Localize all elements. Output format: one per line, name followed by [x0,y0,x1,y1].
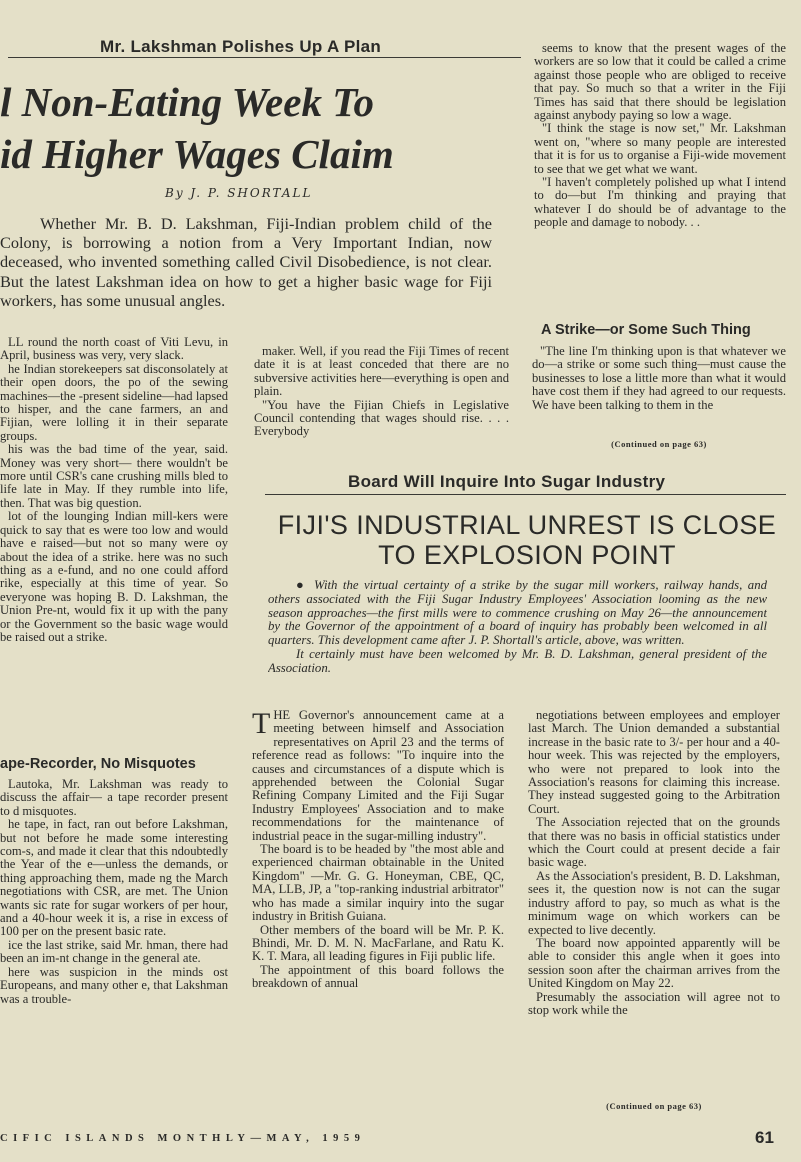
page-number: 61 [755,1128,774,1147]
paragraph [252,709,504,843]
article2-headline-line-1: FIJI'S INDUSTRIAL UNREST IS CLOSE [277,510,777,540]
paragraph: Other members of the board will be Mr. P. K. Bhindi, Mr. D. M. N. MacFarlane, and Ratu K. K. T. Mara, all leading figures in Fiji public life. [252,922,504,964]
summary-text: With the virtual certainty of a strike by the sugar mill workers, railway hands, and others associated with the Fiji Sugar Industry Employees' Association looming as the new season approaches—the first mills were to commence crushing on May 26—the announcement by the Governor of the appointment of a board of inquiry has probably been welcomed in all quarters. This development came after J. P. Shortall's article, above, was written. [268,579,767,648]
paragraph: The board now appointed apparently will be able to consider this angle when it goes into session soon after the chairman arrives from the United Kingdom on May 22. [528,935,780,991]
paragraph: here was suspicion in the minds ost Europeans, and many other e, that Lakshman was a trouble- [0,964,228,1006]
paragraph: he tape, in fact, ran out before Lakshman, but not before he made some interesting com-s, and made it clear that this ndoubtedly the Year of the e—unless the demands, or thing approaching them, made ng the March negotiations with CSR, are met. The Union wants sic rate for sugar workers of per hour, and a 40-hour week it is, a rise in excess of 100 per on the present basic rate. [0,817,228,939]
paragraph: As the Association's president, B. D. Lakshman, sees it, the question now is not can the sugar industry afford to pay, so much as what is the minimum wage on which workers can be expected to live decently. [528,868,780,937]
paragraph: The board is to be headed by "the most able and experienced chairman obtainable in the United Kingdom" —Mr. G. G. Honeyman, CBE, QC, MA, LLB, JP, a "top-ranking industrial arbitrator" who has made a similar inquiry into the sugar industry in British Guiana. [252,842,504,924]
paragraph: lot of the lounging Indian mill-kers were quick to say that es were too low and would have e raised—but not so many were oy about the idea of a strike. here was no such thing as a e-fund, and no one could afford rike, especially at this time of year. So everyone was hoping B. D. Lakshman, the Union Pre-nt, would fix it up with the pany or the Government so the basic wage would be raised out a strike. [0,509,228,644]
article1-column-1b [0,778,228,1124]
paragraph: The Association rejected that on the grounds that there was no basis in official statistics under which the Court could at present decide a fair basic wage. [528,815,780,870]
paragraph: "I haven't completely polished up what I intend to do—but I'm thinking and praying that whatever I do should be of advantage to the people and damage to nobody. . . [534,175,786,230]
drop-cap: T [252,709,271,740]
summary-paragraph-2: It certainly must have been welcomed by Mr. B. D. Lakshman, general president of the Association. [268,646,767,675]
paragraph: "I think the stage is now set," Mr. Lakshman went on, "where so many people are interested that it is for us to organise a Fiji-wide movement to see that we get what we want. [534,121,786,176]
paragraph: negotiations between employees and employer last March. The Union demanded a substantial increase in the basic rate to 3/- per hour and a 40-hour week. This was rejected by the employers, who were not prepared to look into the Association's reasons for claiming this increase. They instead suggested going to the Arbitration Court. [528,709,780,816]
bullet-icon: ● [296,579,306,592]
paragraph: ice the last strike, said Mr. hman, there had been an im-nt change in the general ate. [0,937,228,966]
kicker-rule [8,57,521,58]
article2-column-1 [252,709,504,1119]
intro-paragraph: Whether Mr. B. D. Lakshman, Fiji-Indian problem child of the Colony, is borrowing a notion from a Very Important Indian, now deceased, who invented something called Civil Disobedience, is not clear. But the latest Lakshman idea on how to get a higher basic wage for Fiji workers, has some unusual angles. [0,214,492,310]
paragraph: Lautoka, Mr. Lakshman was ready to discuss the affair— a tape recorder present to d misquotes. [0,778,228,818]
article-intro [0,214,492,326]
subhead-tape-recorder: ape-Recorder, No Misquotes [0,756,196,772]
subhead-strike: A Strike—or Some Such Thing [541,322,751,338]
article2-kicker-rule [265,494,786,495]
continued-note-2: (Continued on page 63) [606,1101,702,1111]
article1-column-3 [534,42,786,312]
first-paragraph-text: HE Governor's announcement came at a meeting between himself and Association representatives on April 23 and the terms of reference read as follows: "To inquire into the causes and circumstances of a dispute which is apprehended between the Colonial Sugar Refining Company Limited and the Fiji Sugar Industry Employees' Association and to make recommendations for the maintenance of industrial peace in the sugar-milling industry". [252,709,504,843]
paragraph: seems to know that the present wages of the workers are so low that it could be called a crime against those people who are obliged to receive that pay. So much so that a writer in the Fiji Times has said that there should be legislation against anybody paying so low a wage. [534,42,786,123]
paragraph: he Indian storekeepers sat disconsolately at their open doors, the po of the sewing machines—the -present sideline—had lapsed to hisper, and the cane farmers, an and Fijian, were lolling it in their separate groups. [0,361,228,443]
article2-headline-line-2: TO EXPLOSION POINT [378,540,676,570]
article2-summary [268,579,767,695]
paragraph: maker. Well, if you read the Fiji Times of recent date it is at least conceded that there are no subversive activities here—everything is open and plain. [254,345,509,399]
article1-column-2 [254,345,509,453]
article-kicker: Mr. Lakshman Polishes Up A Plan [100,37,382,56]
article1-column-3b [532,345,786,435]
article2-column-2 [528,709,780,1099]
summary-paragraph [268,579,767,648]
continued-note-1: (Continued on page 63) [611,439,707,449]
paragraph: "The line I'm thinking upon is that whatever we do—a strike or some such thing—must cause the businesses to lose a little more than what it would have cost them if they had agreed to our requests. We have been talking to them in the [532,345,786,412]
paragraph: "You have the Fijian Chiefs in Legislative Council contending that wages should rise. . . . Everybody [254,397,509,439]
paragraph: The appointment of this board follows the breakdown of annual [252,962,504,991]
paragraph: his was the bad time of the year, said. Money was very short— there wouldn't be more until CSR's cane crushing mills bled to life late in May. If they rumble into life, then. That was big question. [0,442,228,510]
footer-masthead: CIFIC ISLANDS MONTHLY—MAY, 1959 [0,1133,366,1144]
paragraph: Presumably the association will agree not to stop work while the [528,989,780,1017]
headline-line-1: l Non-Eating Week To [0,79,374,125]
article1-column-1 [0,336,228,744]
paragraph: LL round the north coast of Viti Levu, in April, business was very, very slack. [0,336,228,363]
byline: By J. P. SHORTALL [165,186,313,200]
headline-line-2: id Higher Wages Claim [0,131,394,177]
article2-kicker: Board Will Inquire Into Sugar Industry [348,472,666,491]
